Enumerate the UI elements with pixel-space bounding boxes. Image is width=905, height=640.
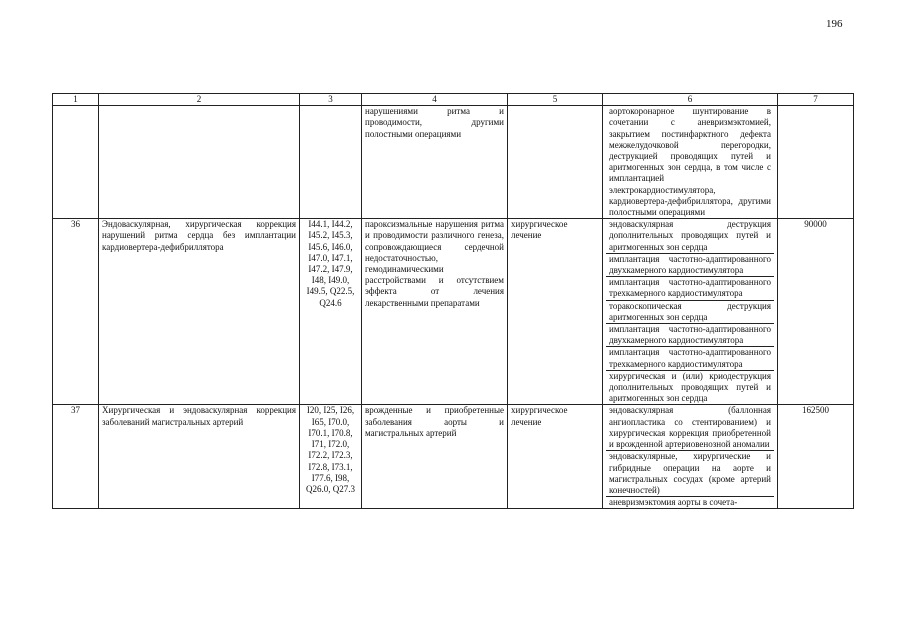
care-type-cell: Хирургическая и эндоваскулярная коррекция заболеваний магистральных артерий — [99, 405, 300, 509]
patient-model-cell: врожденные и приобретенные заболевания аорты и магистральных артерий — [362, 405, 508, 509]
treatment-method: аневризмэктомия аорты в сочета- — [609, 497, 738, 508]
treatment-method: эндоваскулярные, хирургические и гибридные операции на аорте и магистральных сосудах (кроме артерий конечностей) — [606, 451, 774, 497]
treatment-method: торакоскопическая деструкция аритмогенных зон сердца — [606, 301, 774, 324]
row-number-cell — [53, 106, 99, 219]
treatment-methods-cell — [603, 405, 778, 509]
treatment-type-cell: хирургическое лечение — [508, 219, 603, 405]
treatment-method: аортокоронарное шунтирование в сочетании с аневризмэктомией, закрытием постинфарктного дефекта межжелудочковой перегородки, деструкцией проводящих путей и аритмогенных зон сердца, в том числе с имплантацией электрокардиостимулятора, кардиовертера-дефибриллятора, другими полостными операциями — [609, 106, 771, 218]
patient-model-cell: пароксизмальные нарушения ритма и проводимости различного генеза, сопровождающиеся сердечной недостаточностью, гемодинамическими расстройствами и отсутствием эффекта от лечения лекарственными препаратами — [362, 219, 508, 405]
treatment-method: эндоваскулярная деструкция дополнительных проводящих путей и аритмогенных зон сердца — [606, 219, 774, 254]
continuation-row — [53, 106, 854, 219]
treatment-method: имплантация частотно-адаптированного трехкамерного кардиостимулятора — [606, 347, 774, 370]
treatment-methods-cell — [603, 219, 778, 405]
table-row — [53, 219, 854, 405]
treatment-method: хирургическая и (или) криодеструкция дополнительных проводящих путей и аритмогенных зон сердца — [609, 370, 771, 404]
column-number-header: 2 — [99, 94, 300, 106]
column-number-header: 1 — [53, 94, 99, 106]
column-number-header: 5 — [508, 94, 603, 106]
patient-model-cell: нарушениями ритма и проводимости, другими полостными операциями — [362, 106, 508, 219]
column-number-header: 3 — [300, 94, 362, 106]
icd-codes-cell: I20, I25, I26, I65, I70.0, I70.1, I70.8, I71, I72.0, I72.2, I72.3, I72.8, I73.1, I77.6, I98, Q26.0, Q27.3 — [300, 405, 362, 509]
treatment-type-cell: хирургическое лечение — [508, 405, 603, 509]
medical-care-table — [52, 93, 854, 509]
cost-cell: 90000 — [778, 219, 854, 405]
cost-cell: 162500 — [778, 405, 854, 509]
treatment-method: имплантация частотно-адаптированного двухкамерного кардиостимулятора — [606, 254, 774, 277]
treatment-method: имплантация частотно-адаптированного двухкамерного кардиостимулятора — [606, 324, 774, 347]
icd-codes-cell — [300, 106, 362, 219]
treatment-type-cell — [508, 106, 603, 219]
icd-codes-cell: I44.1, I44.2, I45.2, I45.3, I45.6, I46.0, I47.0, I47.1, I47.2, I47.9, I48, I49.0, I49.5, Q22.5, Q24.6 — [300, 219, 362, 405]
table-row — [53, 405, 854, 509]
treatment-methods-cell — [603, 106, 778, 219]
row-number-cell: 36 — [53, 219, 99, 405]
column-number-header: 7 — [778, 94, 854, 106]
column-number-header: 4 — [362, 94, 508, 106]
column-number-row — [53, 94, 854, 106]
care-type-cell — [99, 106, 300, 219]
column-number-header: 6 — [603, 94, 778, 106]
treatment-method: эндоваскулярная (баллонная ангиопластика со стентированием) и хирургическая коррекция приобретенной и врожденной артериовенозной аномалии — [606, 405, 774, 451]
cost-cell — [778, 106, 854, 219]
care-type-cell: Эндоваскулярная, хирургическая коррекция нарушений ритма сердца без имплантации кардиовертера-дефибриллятора — [99, 219, 300, 405]
treatment-method: имплантация частотно-адаптированного трехкамерного кардиостимулятора — [606, 277, 774, 300]
row-number-cell: 37 — [53, 405, 99, 509]
page-number: 196 — [826, 18, 843, 30]
